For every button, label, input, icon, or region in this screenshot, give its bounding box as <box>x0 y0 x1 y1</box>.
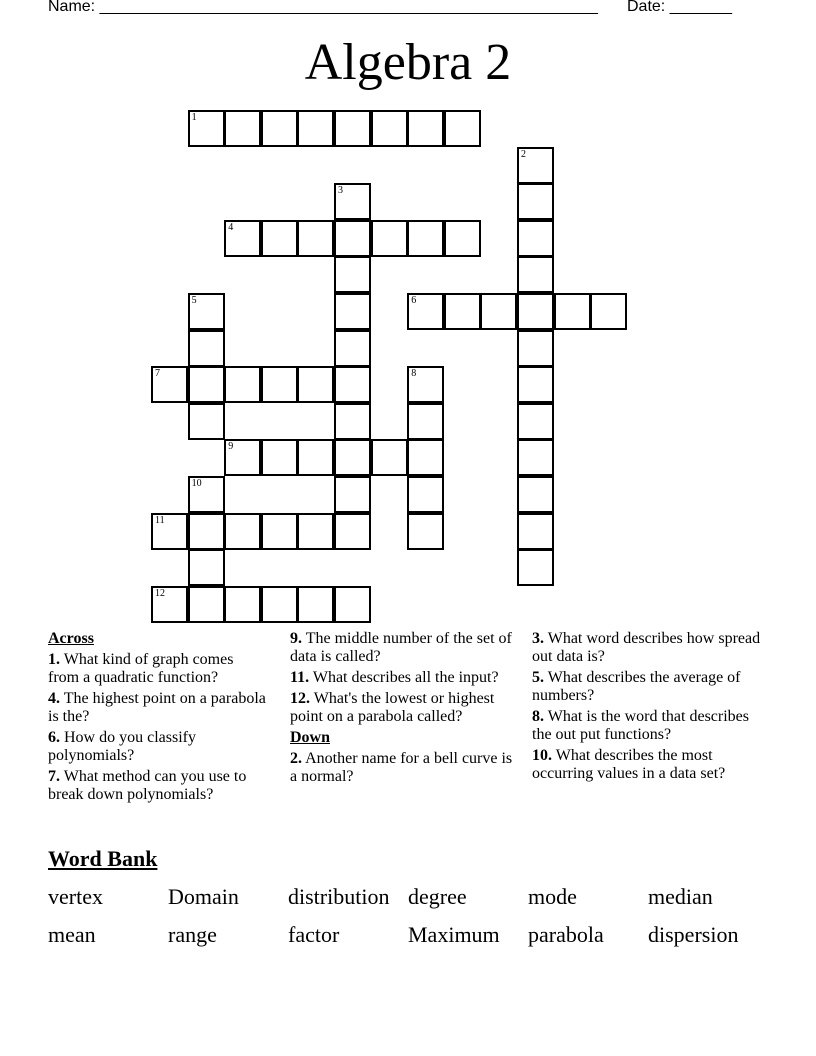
grid-cell[interactable] <box>151 366 188 403</box>
grid-cell[interactable] <box>334 586 371 623</box>
grid-cell[interactable] <box>334 403 371 440</box>
grid-cell[interactable] <box>334 513 371 550</box>
clue-across-1: 1. What kind of graph comes from a quadratic function? <box>48 651 234 686</box>
clue-across-12: 12. What's the lowest or highest point on a parabola called? <box>290 690 495 725</box>
clue-number-label: 12 <box>155 587 165 599</box>
clue-number-label: 5 <box>191 295 197 306</box>
grid-cell[interactable] <box>334 439 371 476</box>
grid-cell[interactable] <box>261 366 298 403</box>
date-line[interactable]: _______ <box>669 0 732 15</box>
date-label: Date: <box>627 0 666 15</box>
grid-cell[interactable] <box>371 439 408 476</box>
clue-number-label: 8 <box>411 368 417 380</box>
grid-cell[interactable] <box>224 366 261 403</box>
grid-cell[interactable] <box>371 110 408 147</box>
grid-cell[interactable] <box>188 293 225 330</box>
grid-cell[interactable] <box>188 330 225 367</box>
grid-cell[interactable] <box>517 293 554 330</box>
grid-cell[interactable] <box>334 366 371 403</box>
grid-cell[interactable] <box>517 147 554 184</box>
grid-cell[interactable] <box>334 293 371 330</box>
grid-cell[interactable] <box>297 366 334 403</box>
grid-cell[interactable] <box>224 220 261 257</box>
page-title: Algebra 2 <box>304 34 512 91</box>
grid-cell[interactable] <box>224 439 261 476</box>
grid-cell[interactable] <box>297 110 334 147</box>
grid-cell[interactable] <box>297 220 334 257</box>
down-heading: Down <box>290 729 331 746</box>
grid-cell[interactable] <box>590 293 627 330</box>
grid-cell[interactable] <box>297 439 334 476</box>
name-label: Name: <box>48 0 96 15</box>
grid-cell[interactable] <box>334 220 371 257</box>
grid-cell[interactable] <box>188 476 225 513</box>
clues-column-1 <box>48 630 268 807</box>
across-heading: Across <box>48 630 94 647</box>
grid-cell[interactable] <box>297 586 334 623</box>
clues-column-3 <box>532 630 772 786</box>
grid-cell[interactable] <box>517 366 554 403</box>
word-bank-word: Domain <box>168 884 239 909</box>
grid-cell[interactable] <box>188 549 225 586</box>
clue-number-label: 11 <box>155 514 165 526</box>
word-bank-word: degree <box>408 884 467 909</box>
grid-cell[interactable] <box>334 476 371 513</box>
grid-cell[interactable] <box>517 513 554 550</box>
clue-number-label: 1 <box>191 112 197 123</box>
clue-down-3: 3. What word describes how spread out data is? <box>532 630 761 665</box>
grid-cell[interactable] <box>188 110 225 147</box>
clues-column-2 <box>290 630 515 789</box>
grid-cell[interactable] <box>188 366 225 403</box>
clue-number-label: 2 <box>521 148 526 160</box>
word-bank-word: Maximum <box>408 922 500 947</box>
grid-cell[interactable] <box>444 110 481 147</box>
clue-number-label: 7 <box>155 368 160 380</box>
grid-cell[interactable] <box>517 403 554 440</box>
grid-cell[interactable] <box>554 293 591 330</box>
grid-cell[interactable] <box>444 293 481 330</box>
grid-cell[interactable] <box>517 439 554 476</box>
grid-cell[interactable] <box>151 586 188 623</box>
clue-down-8: 8. What is the word that describes the out put functions? <box>532 708 749 743</box>
grid-cell[interactable] <box>224 110 261 147</box>
grid-cell[interactable] <box>407 366 444 403</box>
grid-cell[interactable] <box>444 220 481 257</box>
clue-number-label: 4 <box>228 221 234 233</box>
grid-cell[interactable] <box>407 476 444 513</box>
grid-cell[interactable] <box>334 330 371 367</box>
grid-cell[interactable] <box>188 403 225 440</box>
date-field <box>627 0 732 16</box>
grid-cell[interactable] <box>407 220 444 257</box>
clue-across-4: 4. The highest point on a parabola is the? <box>48 690 266 725</box>
grid-cell[interactable] <box>261 513 298 550</box>
grid-cell[interactable] <box>407 293 444 330</box>
grid-cell[interactable] <box>224 586 261 623</box>
grid-cell[interactable] <box>407 403 444 440</box>
clue-down-2: 2. Another name for a bell curve is a normal? <box>290 750 513 785</box>
grid-cell[interactable] <box>297 513 334 550</box>
grid-cell[interactable] <box>261 439 298 476</box>
grid-cell[interactable] <box>517 220 554 257</box>
word-bank-word: mode <box>528 884 577 909</box>
clue-number-label: 6 <box>411 295 417 306</box>
clue-number-label: 3 <box>338 185 343 197</box>
grid-cell[interactable] <box>407 110 444 147</box>
grid-cell[interactable] <box>517 549 554 586</box>
grid-cell[interactable] <box>334 256 371 293</box>
clue-across-6: 6. How do you classify polynomials? <box>48 729 196 764</box>
grid-cell[interactable] <box>517 183 554 220</box>
grid-cell[interactable] <box>480 293 517 330</box>
header <box>48 0 732 16</box>
grid-cell[interactable] <box>407 439 444 476</box>
word-bank-word: distribution <box>288 884 390 909</box>
word-bank-word: range <box>168 922 217 947</box>
word-bank <box>48 884 768 960</box>
grid-cell[interactable] <box>188 586 225 623</box>
word-bank-word: vertex <box>48 884 103 909</box>
word-bank-word: factor <box>288 922 340 947</box>
grid-cell[interactable] <box>407 513 444 550</box>
word-bank-word: parabola <box>528 922 604 947</box>
clue-down-5: 5. What describes the average of numbers? <box>532 669 741 704</box>
grid-cell[interactable] <box>517 330 554 367</box>
word-bank-title: Word Bank <box>48 846 158 871</box>
grid-cell[interactable] <box>261 586 298 623</box>
clue-across-7: 7. What method can you use to break down polynomials? <box>48 768 247 803</box>
grid-cell[interactable] <box>188 513 225 550</box>
clue-across-11: 11. What describes all the input? <box>290 669 499 686</box>
grid-cell[interactable] <box>334 183 371 220</box>
grid-cell[interactable] <box>224 513 261 550</box>
grid-cell[interactable] <box>517 256 554 293</box>
word-bank-word: mean <box>48 922 96 947</box>
clue-down-10: 10. What describes the most occurring values in a data set? <box>532 747 726 782</box>
clue-number-label: 10 <box>191 478 202 489</box>
grid-cell[interactable] <box>517 476 554 513</box>
word-bank-word: median <box>648 884 713 909</box>
clue-across-9: 9. The middle number of the set of data is called? <box>290 630 512 665</box>
grid-cell[interactable] <box>261 110 298 147</box>
word-bank-word: dispersion <box>648 922 739 947</box>
grid-cell[interactable] <box>371 220 408 257</box>
grid-cell[interactable] <box>151 513 188 550</box>
clue-number-label: 9 <box>228 441 234 453</box>
grid-cell[interactable] <box>334 110 371 147</box>
name-line[interactable]: ________________________________________________________ <box>99 0 598 15</box>
grid-cell[interactable] <box>261 220 298 257</box>
